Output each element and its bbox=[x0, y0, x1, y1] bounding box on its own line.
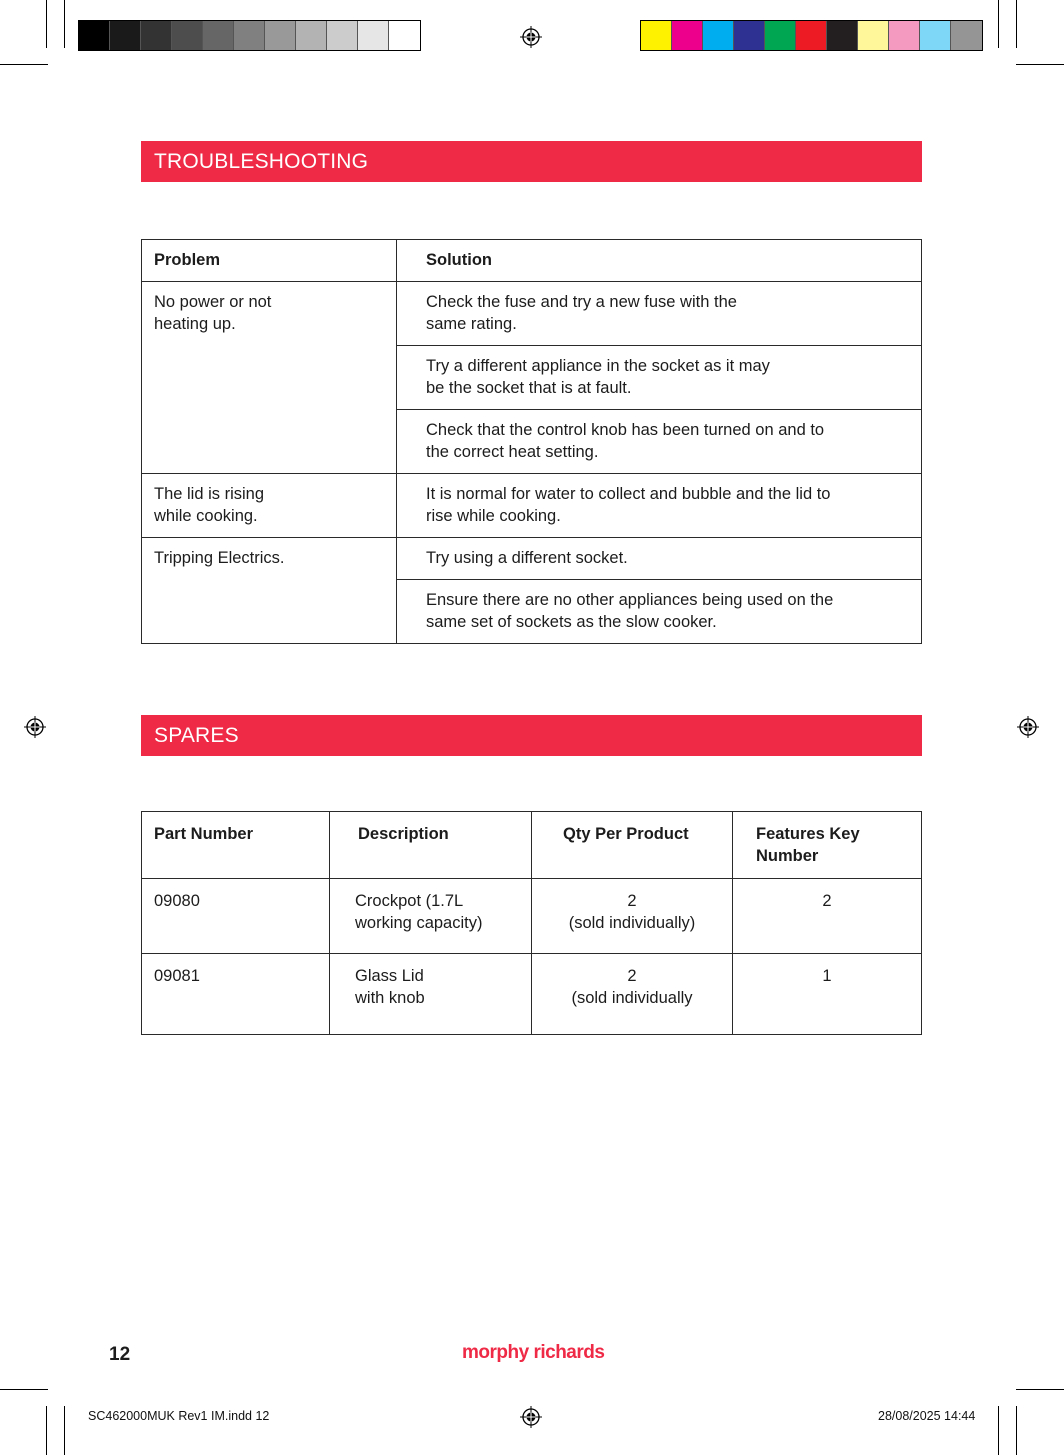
table-row bbox=[142, 954, 922, 1035]
color-swatch bbox=[389, 21, 420, 50]
troubleshooting-heading: TROUBLESHOOTING bbox=[141, 141, 922, 182]
color-swatch bbox=[358, 21, 389, 50]
crop-mark bbox=[1016, 1389, 1064, 1390]
color-swatch bbox=[110, 21, 141, 50]
solution-header: Solution bbox=[397, 240, 922, 282]
problem-cell: The lid is rising while cooking. bbox=[142, 474, 397, 538]
table-row bbox=[142, 282, 922, 346]
color-swatch bbox=[265, 21, 296, 50]
features-key-header: Features Key Number bbox=[733, 812, 922, 879]
table-row bbox=[142, 879, 922, 954]
crop-mark bbox=[64, 1406, 65, 1455]
color-swatch bbox=[858, 21, 889, 50]
table-header-row bbox=[142, 812, 922, 879]
color-swatch bbox=[703, 21, 734, 50]
page-number: 12 bbox=[109, 1344, 131, 1365]
color-swatch bbox=[79, 21, 110, 50]
qty-cell: 2 (sold individually bbox=[532, 954, 733, 1035]
features-key-cell: 1 bbox=[733, 954, 922, 1035]
table-row bbox=[142, 538, 922, 580]
troubleshooting-table bbox=[141, 239, 922, 644]
crop-mark bbox=[998, 0, 999, 48]
solution-cell: It is normal for water to collect and bubble and the lid to rise while cooking. bbox=[397, 474, 922, 538]
solution-cell: Check the fuse and try a new fuse with the same rating. bbox=[397, 282, 922, 346]
crop-mark bbox=[0, 64, 48, 65]
color-swatch bbox=[734, 21, 765, 50]
problem-cell: Tripping Electrics. bbox=[142, 538, 397, 644]
qty-header: Qty Per Product bbox=[532, 812, 733, 879]
crop-mark bbox=[64, 0, 65, 48]
crop-mark bbox=[46, 0, 47, 48]
color-swatch bbox=[234, 21, 265, 50]
solution-cell: Try using a different socket. bbox=[397, 538, 922, 580]
color-swatch bbox=[672, 21, 703, 50]
color-swatch bbox=[951, 21, 982, 50]
crop-mark bbox=[1016, 64, 1064, 65]
slug-file-info: SC462000MUK Rev1 IM.indd 12 bbox=[88, 1409, 270, 1423]
registration-mark-icon bbox=[520, 1406, 542, 1428]
color-swatch bbox=[641, 21, 672, 50]
color-swatch bbox=[172, 21, 203, 50]
process-color-bar bbox=[640, 20, 983, 51]
color-swatch bbox=[827, 21, 858, 50]
color-swatch bbox=[765, 21, 796, 50]
slug-date-time: 28/08/2025 14:44 bbox=[878, 1409, 976, 1423]
description-header: Description bbox=[330, 812, 532, 879]
qty-cell: 2 (sold individually) bbox=[532, 879, 733, 954]
color-swatch bbox=[203, 21, 234, 50]
color-swatch bbox=[296, 21, 327, 50]
crop-mark bbox=[1016, 0, 1017, 48]
crop-mark bbox=[46, 1406, 47, 1455]
color-swatch bbox=[889, 21, 920, 50]
grey-color-bar bbox=[78, 20, 421, 51]
solution-cell: Check that the control knob has been turned on and to the correct heat setting. bbox=[397, 410, 922, 474]
registration-mark-icon bbox=[520, 26, 542, 48]
registration-mark-icon bbox=[1017, 716, 1039, 738]
problem-cell: No power or not heating up. bbox=[142, 282, 397, 474]
solution-cell: Try a different appliance in the socket as it may be the socket that is at fault. bbox=[397, 346, 922, 410]
crop-mark bbox=[0, 1389, 48, 1390]
color-swatch bbox=[796, 21, 827, 50]
description-cell: Glass Lid with knob bbox=[330, 954, 532, 1035]
spares-heading: SPARES bbox=[141, 715, 922, 756]
color-swatch bbox=[327, 21, 358, 50]
problem-header: Problem bbox=[142, 240, 397, 282]
brand-logo: morphy richards bbox=[462, 1342, 605, 1363]
registration-mark-icon bbox=[24, 716, 46, 738]
spares-table bbox=[141, 811, 922, 1035]
table-row bbox=[142, 474, 922, 538]
table-header-row bbox=[142, 240, 922, 282]
crop-mark bbox=[998, 1406, 999, 1455]
color-swatch bbox=[920, 21, 951, 50]
features-key-cell: 2 bbox=[733, 879, 922, 954]
color-swatch bbox=[141, 21, 172, 50]
part-number-cell: 09080 bbox=[142, 879, 330, 954]
part-number-cell: 09081 bbox=[142, 954, 330, 1035]
part-number-header: Part Number bbox=[142, 812, 330, 879]
description-cell: Crockpot (1.7L working capacity) bbox=[330, 879, 532, 954]
solution-cell: Ensure there are no other appliances being used on the same set of sockets as the slow cooker. bbox=[397, 580, 922, 644]
crop-mark bbox=[1016, 1406, 1017, 1455]
